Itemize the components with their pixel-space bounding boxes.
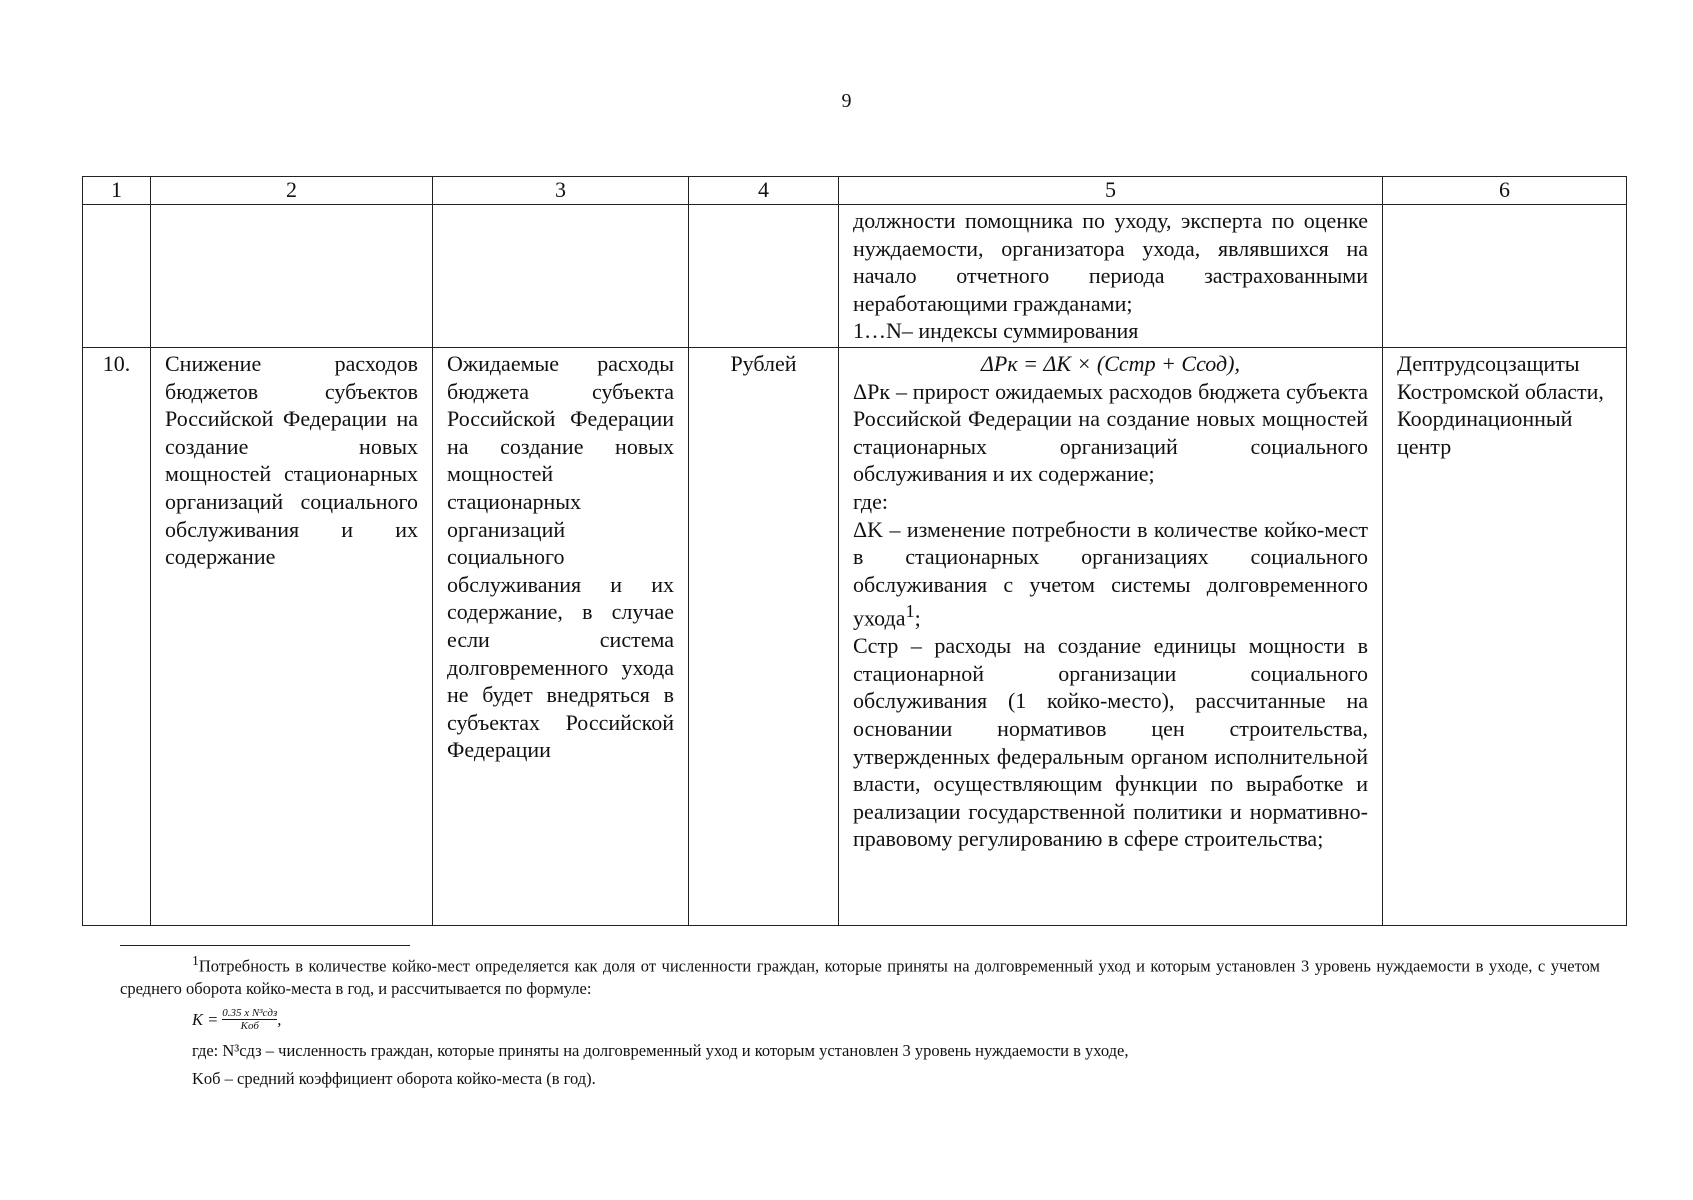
definition-delta-k [853,516,1368,633]
table-row-10 [83,347,1627,925]
formula-denominator: Kоб [240,1020,259,1032]
cell-empty [1383,205,1627,348]
table-row-continuation [83,205,1627,348]
formula-numerator: 0.35 x N³сдз [222,1007,278,1019]
page-number: 9 [841,90,852,112]
definition-delta-p: ΔPк – прирост ожидаемых расходов бюджета субъекта Российской Федерации на создание новых мощностей стационарных организаций социального обслуживания и их содержание; [853,378,1368,487]
footnote-formula [192,1000,1600,1040]
calculation-method [839,347,1383,925]
footnote-ref[interactable]: 1 [905,601,915,622]
footnote [120,950,1600,1090]
header-col-5: 5 [839,177,1383,205]
header-col-3: 3 [433,177,689,205]
cell-empty [689,205,839,348]
row-number: 10. [83,347,151,925]
header-col-2: 2 [151,177,433,205]
definition-delta-k-end: ; [914,605,921,631]
cell-empty [151,205,433,348]
footnote-body: Потребность в количестве койко-мест определяется как доля от численности граждан, которые приняты на долговременный уход и которым установлен 3 уровень нуждаемости в уходе, с учетом среднего оборота койко-места в год, и рассчитывается по формуле: [120,956,1600,998]
indicators-table [82,176,1627,926]
definition-delta-k-text: ΔK – изменение потребности в количестве койко-мест в стационарных организациях социального обслуживания с учетом системы долговременного ухода [853,516,1368,631]
footnote-text [120,950,1600,1000]
definition-c-str: Cстр – расходы на создание единицы мощности в стационарной организации социального обслуживания (1 койко-место), рассчитанные на основании нормативов цен строительства, утвержденных федеральным органом исполнительной власти, осуществляющим функции по выработке и реализации государственной политики и нормативно-правовому регулированию в сфере строительства; [853,633,1368,852]
formula-lhs: K = [192,1009,219,1029]
formula-delta-p: ΔPк = ΔK × (Cстр + Cсод), [981,350,1240,376]
footnote-marker: 1 [192,953,199,968]
formula-tail: , [277,1009,282,1029]
unit-of-measure: Рублей [689,347,839,925]
continuation-paragraph: должности помощника по уходу, эксперта по оценке нуждаемости, организатора ухода, являвшихся на начало отчетного периода застрахованными неработающими гражданами; [853,208,1368,316]
where-label: где: [853,488,888,514]
formula-fraction [222,1007,277,1032]
footnote-separator [120,945,410,946]
table-header-row [83,177,1627,205]
footnote-where-1: где: N³сдз – численность граждан, которые приняты на долговременный уход и которым установлен 3 уровень нуждаемости в уходе, [192,1040,1129,1060]
responsible-executor: Дептрудсоцзащиты Костромской области, Координационный центр [1383,347,1627,925]
cell-empty [83,205,151,348]
header-col-4: 4 [689,177,839,205]
footnote-where-2: Kоб – средний коэффициент оборота койко-места (в год). [192,1068,596,1088]
cell-continuation-text [839,205,1383,348]
header-col-6: 6 [1383,177,1627,205]
header-col-1: 1 [83,177,151,205]
summation-indices: 1…N– индексы суммирования [853,318,1139,344]
cell-empty [433,205,689,348]
indicator-description: Ожидаемые расходы бюджета субъекта Российской Федерации на создание новых мощностей стационарных организаций социального обслуживания и их содержание, в случае если система долговременного ухода не будет внедряться в субъектах Российской Федерации [433,347,689,925]
indicator-name: Снижение расходов бюджетов субъектов Российской Федерации на создание новых мощностей стационарных организаций социального обслуживания и их содержание [151,347,433,925]
